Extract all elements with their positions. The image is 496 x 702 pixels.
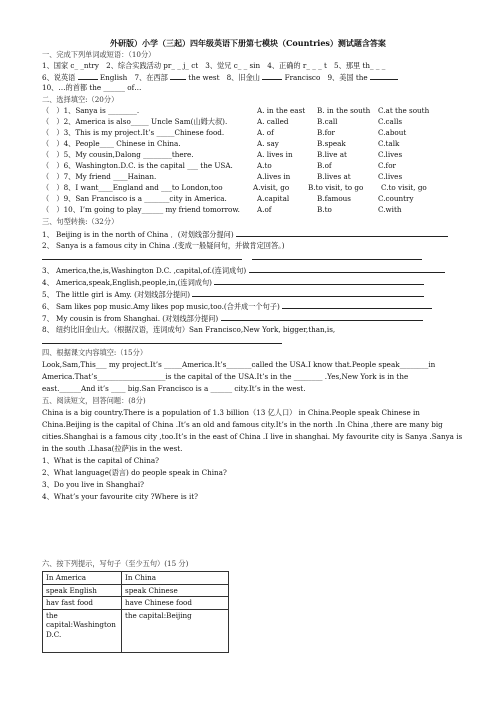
rewrite-question-1	[42, 229, 448, 240]
option-b[interactable]: B.lives at	[317, 172, 351, 181]
answer-blank[interactable]	[370, 72, 398, 80]
option-b[interactable]: B.speak	[317, 139, 346, 148]
option-b[interactable]: B.for	[317, 128, 335, 137]
rewrite-question-2: 2、 Sanya is a famous city in China .(变成一般疑问句，并做肯定回答。)	[42, 241, 285, 250]
s1-item-8: the west 8、旧金山	[188, 73, 260, 82]
passage-line-2: China.Beijing is the capital of China .It’s an old and famous city.It’s in the north .In China ,there are many big	[42, 420, 443, 429]
rewrite-question-6	[42, 301, 432, 312]
choice-question-2: （ ）2、America is also_____ Uncle Sam(山姆大叔).	[42, 117, 228, 126]
choice-question-1: （ ）1、Sanya is ________.	[42, 106, 140, 115]
table-cell: speak English	[43, 584, 122, 597]
question-text: 3、 America,the,is,Washington D.C. ,capital,of.(连词成句)	[42, 266, 247, 275]
option-a[interactable]: A.to	[257, 161, 272, 170]
cloze-line-2[interactable]: America.That’s___________________is the capital of the USA.It’s in the ________ .Yes,New York is in the	[42, 372, 409, 381]
option-c[interactable]: C.about	[378, 128, 407, 137]
answer-blank[interactable]	[262, 72, 282, 80]
section-1-heading: 一、完成下列单词或短语：（10分）	[42, 50, 156, 59]
choice-question-8: （ ）8、I want____England and ___to London,too	[42, 183, 223, 192]
question-text: 4、 America,speak,English,people,in,(连词成句)	[42, 278, 212, 287]
answer-line[interactable]	[192, 289, 424, 297]
option-a[interactable]: A. say	[257, 139, 279, 148]
option-b[interactable]: B. in the south	[317, 106, 371, 115]
option-a[interactable]: A.visit, go	[253, 183, 290, 192]
answer-line[interactable]	[214, 277, 424, 285]
option-a[interactable]: A. lives in	[257, 150, 293, 159]
answer-line[interactable]	[42, 252, 242, 260]
rewrite-question-8: 8、 纽约比旧金山大。（根据汉语，连词成句）San Francisco,New York, bigger,than,is,	[42, 325, 336, 334]
s1-item-6: 6、说英语	[42, 73, 76, 82]
cloze-line-1[interactable]: Look,Sam,This___ my project.It’s _____America.It’s_______called the USA.I know that.People speak________in	[42, 360, 436, 369]
table-row	[43, 609, 229, 652]
choice-question-10: （ ）10、I’m going to play______ my friend tomorrow.	[42, 205, 240, 214]
reading-question-4: 4、What’s your favourite city ?Where is it?	[42, 492, 199, 501]
table-row	[43, 572, 229, 585]
passage-line-4: in the south .Lhasa(拉萨)is in the west.	[42, 444, 183, 453]
answer-line[interactable]	[236, 229, 448, 237]
choice-question-9: （ ）9、San Francisco is a _______city in America.	[42, 194, 227, 203]
choice-question-7: （ ）7、My friend ____Hainan.	[42, 172, 157, 181]
s1-item-9: Francisco 9、美国 the	[284, 73, 368, 82]
rewrite-question-3	[42, 265, 445, 276]
choice-question-6: （ ）6、Washington.D.C. is the capital ___ the USA.	[42, 161, 233, 170]
section-4-heading: 四、根据课文内容填空:（15分）	[42, 348, 148, 357]
section-3-heading: 三、句型转换:（32分）	[42, 217, 119, 226]
choice-question-4: （ ）4、People____ Chinese in China.	[42, 139, 181, 148]
passage-line-1: China is a big country.There is a population of 1.3 billion（13 亿人口） in China.People speak Chinese in	[42, 408, 420, 417]
table-cell: the capital:Beijing	[122, 609, 229, 652]
reading-question-2: 2、What language(语言) do people speak in China?	[42, 468, 227, 477]
option-a[interactable]: A. in the east	[257, 106, 306, 115]
option-b[interactable]: B.to visit, to go	[308, 183, 364, 192]
answer-line[interactable]	[282, 301, 432, 309]
question-text: 5、 The little girl is Amy. (对划线部分提问)	[42, 290, 191, 299]
option-c[interactable]: C.to visit, go	[381, 183, 427, 192]
rewrite-question-8-answer	[42, 336, 282, 347]
option-c[interactable]: C.lives	[378, 172, 403, 181]
section-2-heading: 二、选择填空:（20分）	[42, 95, 119, 104]
table-row	[43, 584, 229, 597]
rewrite-question-4	[42, 277, 424, 288]
table-cell: hav fast food	[43, 597, 122, 610]
page-title: 外研版）小学（三起）四年级英语下册第七模块（Countries）测试题含答案	[110, 38, 386, 48]
option-c[interactable]: C.lives	[378, 150, 403, 159]
question-text: 7、 My cousin is from Shanghai. (对划线部分提问)	[42, 314, 219, 323]
rewrite-question-2-answer	[42, 252, 422, 263]
table-row	[43, 597, 229, 610]
answer-line[interactable]	[252, 252, 422, 260]
option-a[interactable]: A.lives in	[257, 172, 291, 181]
table-cell: speak Chinese	[122, 584, 229, 597]
option-c[interactable]: C.with	[378, 205, 402, 214]
option-c[interactable]: C.calls	[378, 117, 403, 126]
rewrite-question-7	[42, 313, 423, 324]
s1-line-3: 10、…的首都 the ______ of…	[42, 83, 142, 92]
s1-item-7: English 7、在西部	[99, 73, 168, 82]
s1-line-2	[42, 72, 398, 83]
rewrite-question-5	[42, 289, 424, 300]
table-cell: have Chinese food	[122, 597, 229, 610]
question-text: 6、 Sam likes pop music.Amy likes pop music,too.(合并成一个句子)	[42, 302, 280, 311]
section-6-heading: 六、按下列提示，写句子（至少五句）(15 分)	[42, 559, 189, 568]
cloze-line-3[interactable]: east.______And it’s ____ big.San Francisco is a ______ city.It’s in the west.	[42, 384, 306, 393]
option-b[interactable]: B.famous	[317, 194, 351, 203]
answer-line[interactable]	[42, 336, 282, 344]
option-a[interactable]: A.capital	[257, 194, 290, 203]
answer-blank[interactable]	[78, 72, 98, 80]
table-cell: In China	[122, 572, 229, 585]
answer-line[interactable]	[249, 265, 445, 273]
answer-line[interactable]	[221, 313, 423, 321]
table-cell: In America	[43, 572, 122, 585]
question-text: 1、 Beijing is in the north of China ．(对划线部分提问)	[42, 230, 234, 239]
option-b[interactable]: B.live at	[317, 150, 347, 159]
option-c[interactable]: C.at the south	[378, 106, 430, 115]
option-b[interactable]: B.to	[317, 205, 332, 214]
option-a[interactable]: A. of	[257, 128, 274, 137]
option-a[interactable]: A. called	[257, 117, 289, 126]
reading-question-3: 3、Do you live in Shanghai?	[42, 480, 144, 489]
option-c[interactable]: C.talk	[378, 139, 400, 148]
option-c[interactable]: C.country	[378, 194, 414, 203]
choice-question-5: （ ）5、My cousin,Dalong ________there.	[42, 150, 194, 159]
s1-line-1: 1、国家 c_ _ntry 2、综合实践活动 pr_ _ j_ ct 3、觉兄 c_ _ sin 4、正确的 r_ _ _ t 5、那里 th_ _ _	[42, 61, 386, 70]
option-b[interactable]: B.of	[317, 161, 332, 170]
option-b[interactable]: B.call	[317, 117, 338, 126]
answer-blank[interactable]	[170, 72, 186, 80]
passage-line-3: cities.Shanghai is a famous city ,too.It’s in the east of China .I live in shanghai. My favourite city is Sanya .Sanya is	[42, 432, 463, 441]
choice-question-3: （ ）3、This is my project.It’s _____Chinese food.	[42, 128, 225, 137]
reading-question-1: 1、What is the capital of China?	[42, 456, 159, 465]
option-a[interactable]: A.of	[257, 205, 272, 214]
section-5-heading: 五、阅读短文，回答问题：(8分)	[42, 396, 146, 405]
table-cell: the capital:Washington D.C.	[43, 609, 122, 652]
hint-table	[42, 571, 229, 653]
option-c[interactable]: C.for	[378, 161, 396, 170]
